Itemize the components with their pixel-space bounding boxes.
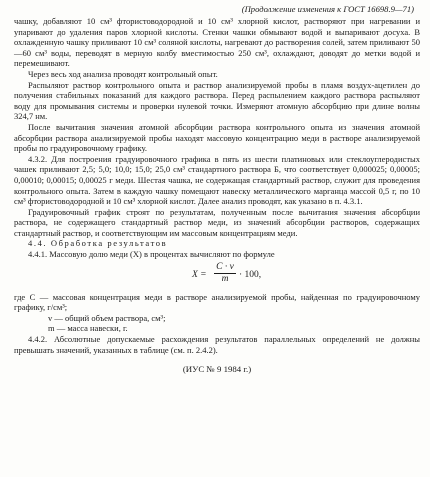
paragraph-6: Градуировочный график строят по результатам, полученным после вычитания значения абсорбции раствора, не содержащего стандартный раствор меди, из значений абсорбции растворов, содержащих стандартный раствор, и соответствующим им массовым концентрациям меди. xyxy=(14,206,420,238)
section-intro: 4.4.1. Массовую долю меди (X) в процентах вычисляют по формуле xyxy=(28,249,275,260)
section-title: 4.4. Обработка результатов xyxy=(28,238,168,249)
formula xyxy=(14,262,420,290)
paragraph-2: Через весь ход анализа проводят контрольный опыт. xyxy=(28,68,218,79)
glossary-m: m — масса навески, г. xyxy=(48,323,128,334)
formula-fraction xyxy=(214,262,236,285)
paragraph-5: 4.3.2. Для построения градуировочного графика в пять из шести платиновых или стеклоуглеродистых чашек приливают 2,5; 5,0; 10,0; 15,0; 25,0 см³ стандартного раствора Б, что соответствует 0,000025; 0,00005; 0,00010; 0,00015; 0,00025 г меди. Шестая чашка, не содержащая стандартный раствор, служит для проведения контрольного опыта. Затем в каждую чашку помещают навеску металлического марганца массой 0,5 г, по 10 см³ фтористоводородной и 10 см³ хлорной кислот. Далее анализ проводят, как указано в п. 4.3.1. xyxy=(14,153,420,207)
formula-lhs: X = xyxy=(192,269,207,280)
formula-numerator: C · v xyxy=(214,262,236,274)
formula-rhs: · 100, xyxy=(239,269,262,280)
formula-denominator: m xyxy=(221,273,229,284)
paragraph-3: Распыляют раствор контрольного опыта и раствор анализируемой пробы в пламя воздух-ацетилен до получения стабильных показаний для каждого раствора. Перед распылением каждого раствора распыляют воду для промывания системы и проверки нулевой точки. Измеряют атомную абсорбцию при длине волны 324,7 нм. xyxy=(14,79,420,122)
paragraph-4: После вычитания значения атомной абсорбции раствора контрольного опыта из значения атомной абсорбции раствора анализируемой пробы находят массовую концентрацию меди в растворе анализируемой пробы по градуировочному графику. xyxy=(14,121,420,154)
glossary-v: v — общий объем раствора, см³; xyxy=(48,312,166,323)
page-footer: (ИУС № 9 1984 г.) xyxy=(182,364,252,375)
paragraph-1: чашку, добавляют 10 см³ фтористоводородной и 10 см³ хлорной кислот, растворяют при нагревании и упаривают до удаления паров хлорной кислоты. Стенки чашки обмывают водой и выпаривают досуха. В охлажденную чашку приливают 10 см³ соляной кислоты, нагревают до растворения солей, затем приливают 50—60 см³ воды, переводят в мерную колбу вместимостью 250 см³, охлаждают, доводят до метки водой и перемешивают. xyxy=(14,16,420,69)
glossary-c: где C — массовая концентрация меди в растворе анализируемой пробы, найденная по градуировочному графику, г/см³; xyxy=(14,291,420,313)
final-paragraph: 4.4.2. Абсолютные допускаемые расхождения результатов параллельных определений не должны превышать значений, указанных в таблице (см. п. 2.4.2). xyxy=(14,334,420,355)
page-header: (Продолжение изменения к ГОСТ 16698.9—71) xyxy=(241,4,414,14)
